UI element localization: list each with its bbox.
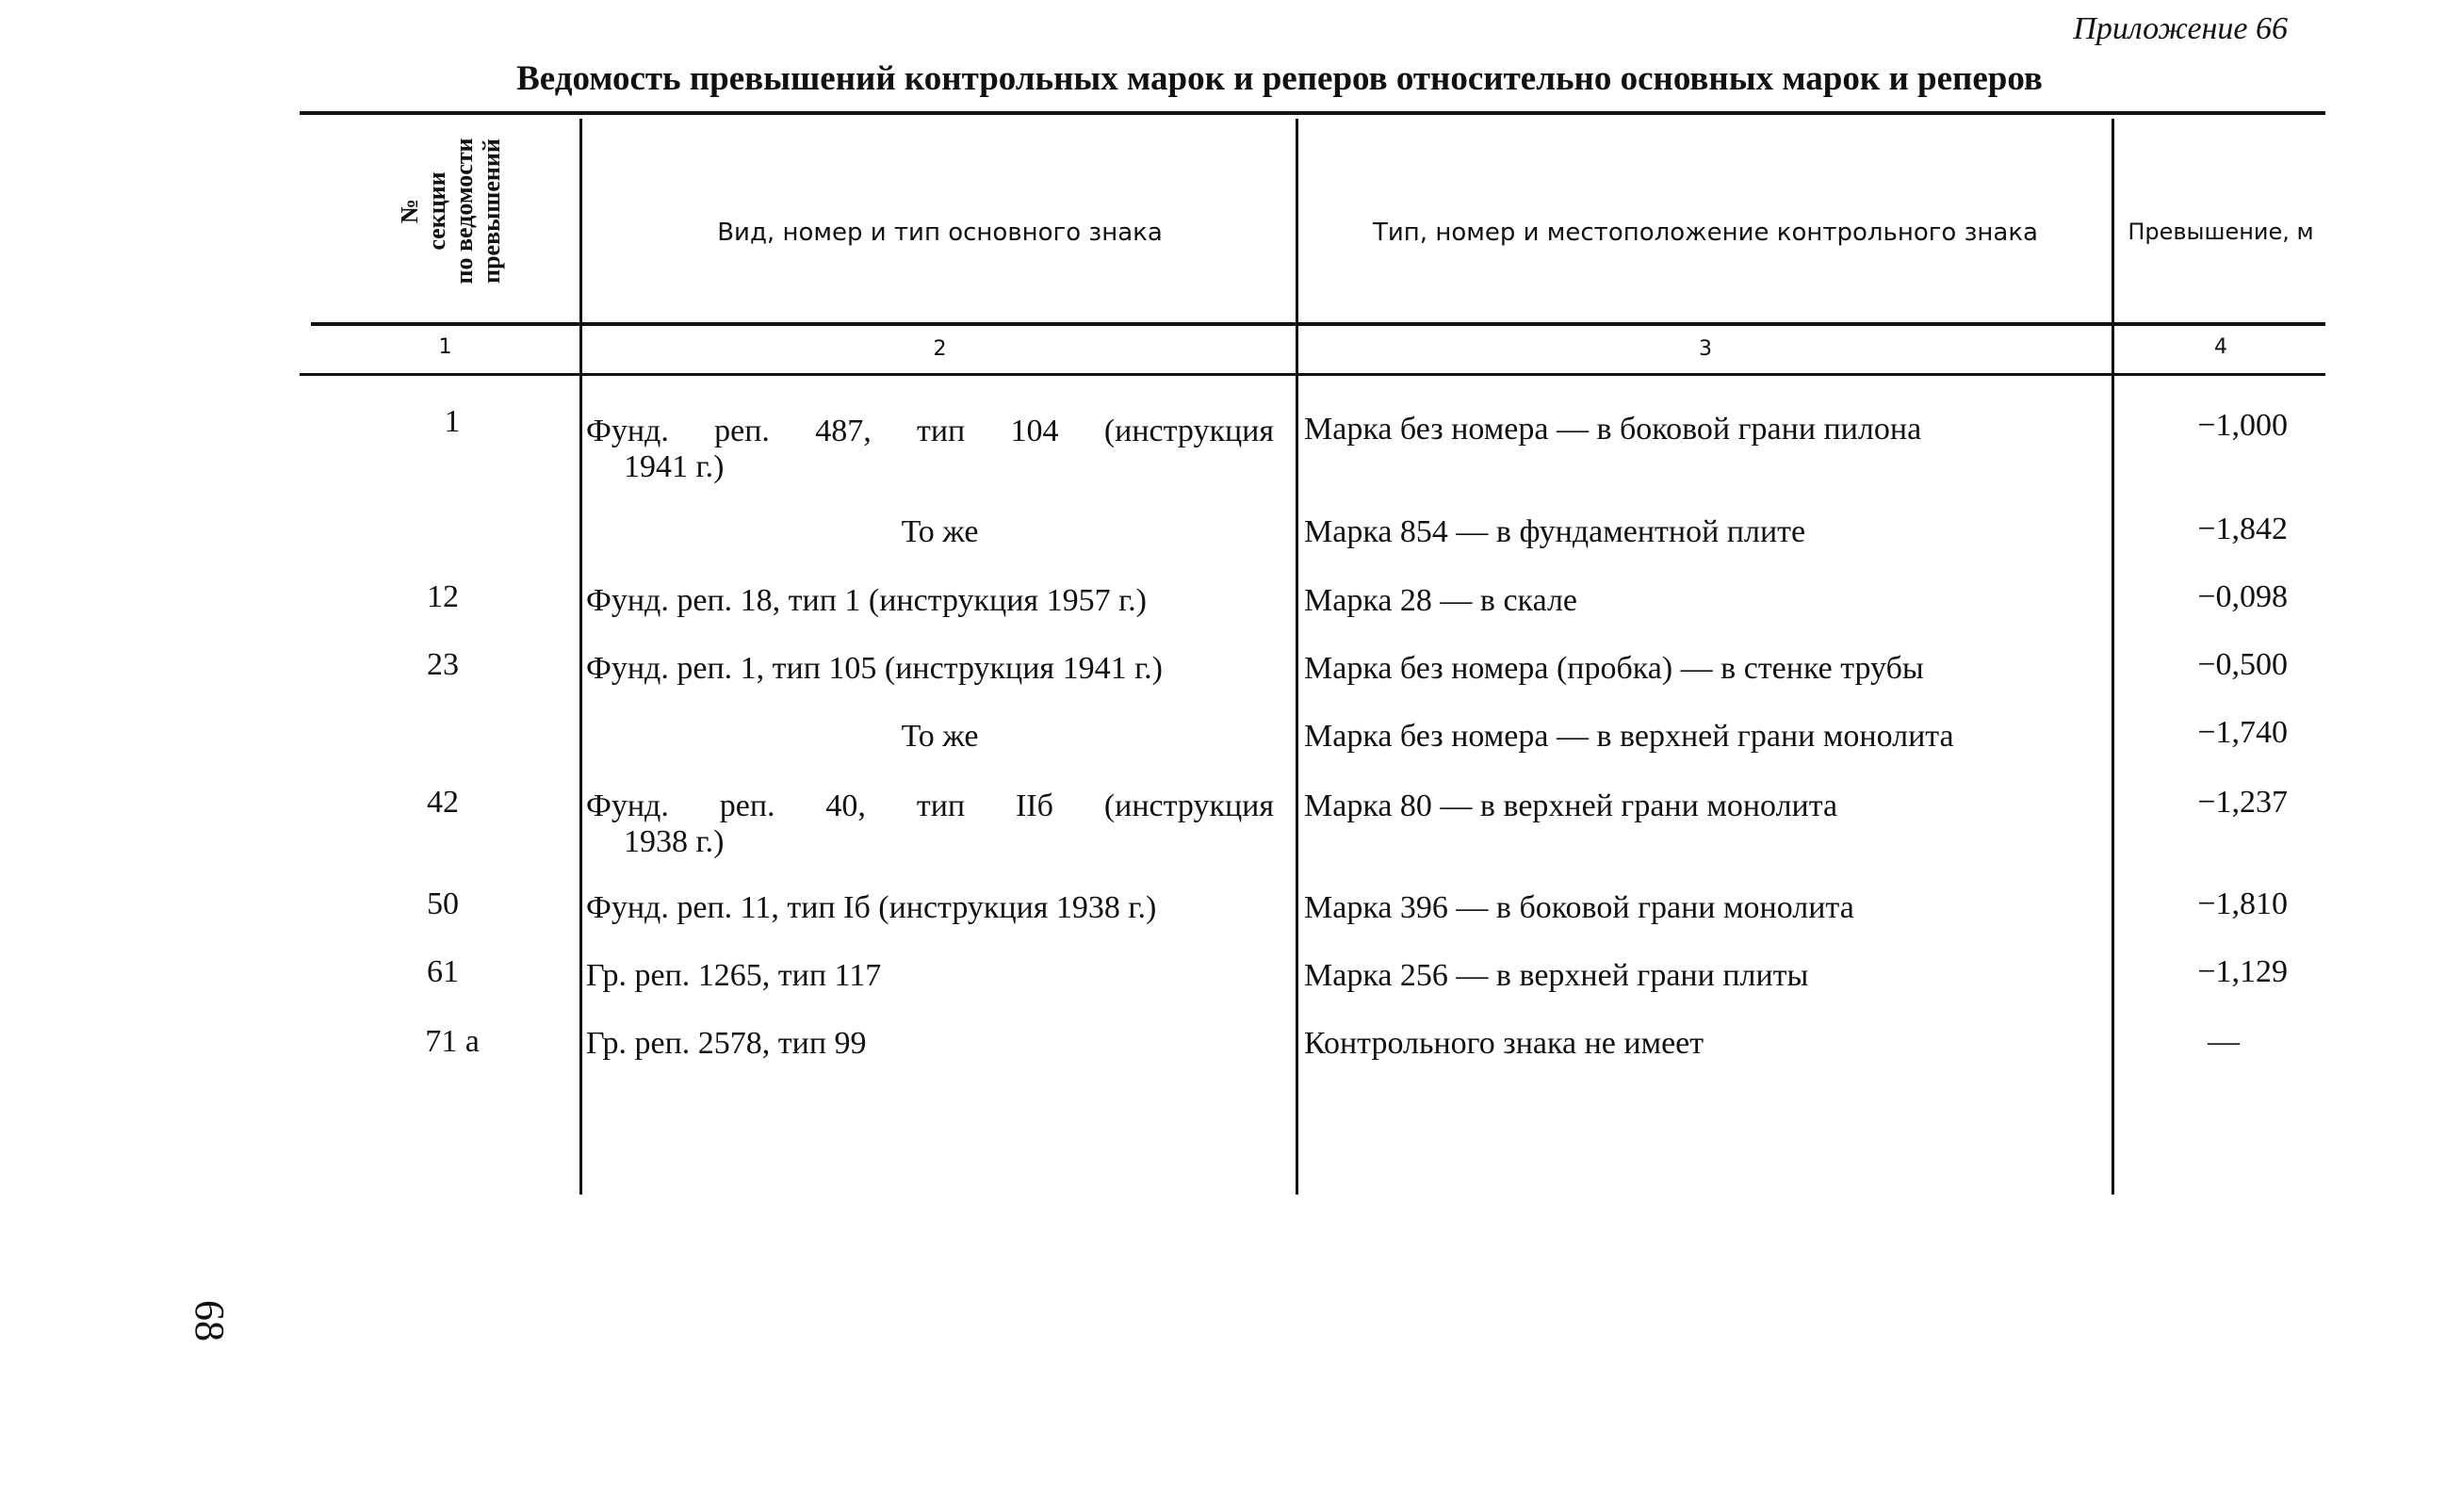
control-mark: Марка 28 — в скале — [1304, 583, 1578, 618]
numbers-bottom-rule — [300, 373, 2325, 376]
control-mark: Марка 396 — в боковой грани монолита — [1304, 890, 1854, 925]
column-number: 1 — [438, 335, 452, 359]
main-mark: Фунд. реп. 1, тип 105 (инструкция 1941 г.) — [586, 651, 1163, 686]
column-header-section: № секции по ведомости превышений — [396, 138, 505, 285]
control-mark: Контрольного знака не имеет — [1304, 1026, 1704, 1061]
page-number: 68 — [187, 1300, 233, 1341]
section-number: 71 а — [425, 1024, 480, 1059]
column-header-excess: Превышение, м — [2128, 219, 2314, 245]
column-divider-3 — [2112, 119, 2114, 1195]
main-mark: Фунд. реп. 11, тип Iб (инструкция 1938 г.) — [586, 890, 1157, 925]
main-mark: Гр. реп. 2578, тип 99 — [586, 1026, 867, 1061]
section-number: 23 — [427, 647, 459, 682]
excess-value: −0,098 — [2197, 579, 2288, 614]
column-divider-2 — [1296, 119, 1298, 1195]
main-mark: Фунд. реп. 18, тип 1 (инструкция 1957 г.) — [586, 583, 1147, 618]
main-mark: Фунд. реп. 40, тип IIб (инструкция — [586, 789, 1274, 823]
column-number: 2 — [933, 337, 947, 361]
excess-value: −1,842 — [2197, 512, 2288, 546]
main-mark: То же — [901, 719, 979, 754]
excess-value: −1,000 — [2197, 408, 2288, 443]
excess-value: −1,810 — [2197, 886, 2288, 921]
main-mark: Фунд. реп. 487, тип 104 (инструкция — [586, 414, 1274, 448]
main-mark: Гр. реп. 1265, тип 117 — [586, 958, 882, 993]
control-mark: Марка без номера (пробка) — в стенке трубы — [1304, 651, 1924, 686]
excess-value: −1,237 — [2197, 785, 2288, 820]
column-number: 3 — [1699, 337, 1712, 361]
section-number: 61 — [427, 954, 459, 989]
document-title: Ведомость превышений контрольных марок и реперов относительно основных марок и реперов — [516, 59, 2043, 98]
section-number: 42 — [427, 785, 459, 820]
section-number: 1 — [444, 404, 461, 439]
excess-value: −1,740 — [2197, 715, 2288, 750]
table-top-rule — [300, 111, 2325, 115]
control-mark: Марка 80 — в верхней грани монолита — [1304, 789, 1838, 823]
column-header-control-mark: Тип, номер и местоположение контрольного знака — [1373, 219, 2038, 247]
main-mark: То же — [901, 514, 979, 549]
appendix-label: Приложение 66 — [2073, 11, 2288, 46]
column-header-main-mark: Вид, номер и тип основного знака — [717, 219, 1163, 247]
main-mark-continued: 1941 г.) — [624, 449, 725, 484]
section-number: 50 — [427, 886, 459, 921]
control-mark: Марка без номера — в боковой грани пилона — [1304, 412, 1922, 447]
control-mark: Марка без номера — в верхней грани монолита — [1304, 719, 1954, 754]
control-mark: Марка 256 — в верхней грани плиты — [1304, 958, 1809, 993]
section-number: 12 — [427, 579, 459, 614]
header-bottom-rule — [311, 322, 2325, 326]
excess-value: −1,129 — [2197, 954, 2288, 989]
excess-value: — — [2208, 1024, 2240, 1059]
main-mark-continued: 1938 г.) — [624, 824, 725, 859]
control-mark: Марка 854 — в фундаментной плите — [1304, 514, 1806, 549]
column-number: 4 — [2214, 335, 2227, 359]
excess-value: −0,500 — [2197, 647, 2288, 682]
